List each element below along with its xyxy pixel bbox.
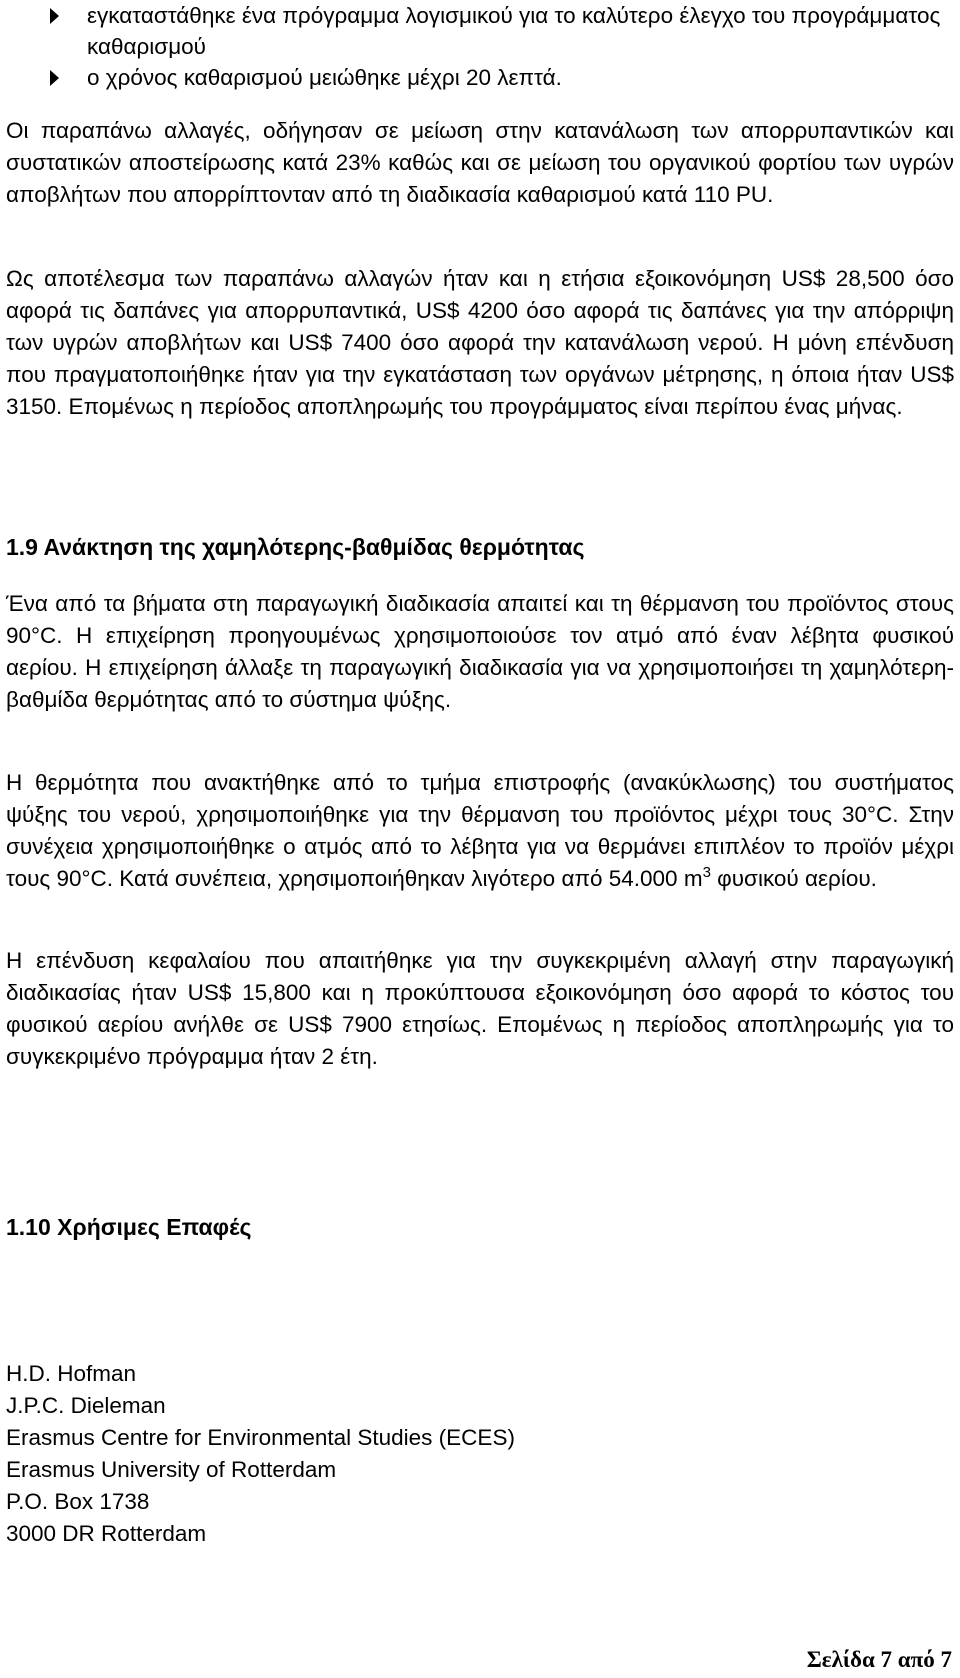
- contact-line: 3000 DR Rotterdam: [6, 1521, 207, 1546]
- triangle-bullet-icon: [50, 8, 59, 24]
- paragraph-heat-recovery-text: Η θερμότητα που ανακτήθηκε από το τμήμα επιστροφής (ανακύκλωσης) του συστήματος ψύξης του νερού, χρησιμοποιήθηκε για την θέρμανση του προϊόντος μέχρι τους 30°C. Στην συνέχεια χρησιμοποιήθηκε ο ατμός από το λέβητα για να θερμάνει επιπλέον το προϊόν μέχρι τους 90°C. Κατά συνέπεια, χρησιμοποιήθηκαν λιγότερο από 54.000 m: [6, 770, 954, 891]
- contact-line: Erasmus University of Rotterdam: [6, 1457, 337, 1482]
- triangle-bullet-icon: [50, 70, 59, 86]
- contact-line: P.O. Box 1738: [6, 1489, 150, 1514]
- paragraph-annual-savings: Ως αποτέλεσμα των παραπάνω αλλαγών ήταν και η ετήσια εξοικονόμηση US$ 28,500 όσο αφορά τις δαπάνες για απορρυπαντικά, US$ 4200 όσο αφορά τις δαπάνες για την απόρριψη των υγρών αποβλήτων και US$ 7400 όσο αφορά την κατανάλωση νερού. Η μόνη επένδυση που πραγματοποιήθηκε ήταν για την εγκατάσταση των οργάνων μέτρησης, η όποια ήταν US$ 3150. Επομένως η περίοδος αποπληρωμής του προγράμματος είναι περίπου ένας μήνας.: [6, 266, 954, 419]
- contact-line: H.D. Hofman: [6, 1361, 137, 1386]
- section-heading-1-10: 1.10 Χρήσιμες Επαφές: [6, 1214, 252, 1240]
- bullet-list: [50, 0, 950, 93]
- bullet-text: εγκαταστάθηκε ένα πρόγραμμα λογισμικού για το καλύτερο έλεγχο του προγράμματος καθαρισμού: [87, 3, 941, 59]
- paragraph-heating-process: Ένα από τα βήματα στη παραγωγική διαδικασία απαιτεί και τη θέρμανση του προϊόντος στους 90°C. Η επιχείρηση προηγουμένως χρησιμοποιούσε τον ατμό από έναν λέβητα φυσικού αερίου. Η επιχείρηση άλλαξε τη παραγωγική διαδικασία για να χρησιμοποιήσει τη χαμηλότερη-βαθμίδα θερμότητας από το σύστημα ψύξης.: [6, 591, 954, 712]
- contact-block: [6, 1358, 515, 1550]
- contact-line: Erasmus Centre for Environmental Studies (ECES): [6, 1425, 515, 1450]
- bullet-text: ο χρόνος καθαρισμού μειώθηκε μέχρι 20 λεπτά.: [87, 65, 562, 90]
- paragraph-investment-payback: Η επένδυση κεφαλαίου που απαιτήθηκε για την συγκεκριμένη αλλαγή στην παραγωγική διαδικασίας ήταν US$ 15,800 και η προκύπτουσα εξοικονόμηση όσο αφορά το κόστος του φυσικού αερίου ανήλθε σε US$ 7900 ετησίως. Επομένως η περίοδος αποπληρωμής για το συγκεκριμένο πρόγραμμα ήταν 2 έτη.: [6, 948, 954, 1069]
- list-item: [50, 0, 950, 62]
- page-number-footer: Σελίδα 7 από 7: [806, 1647, 952, 1672]
- contact-line: J.P.C. Dieleman: [6, 1393, 166, 1418]
- paragraph-heat-recovery: [6, 767, 954, 895]
- superscript-exponent: 3: [702, 864, 711, 881]
- paragraph-heat-recovery-tail: φυσικού αερίου.: [710, 866, 877, 891]
- section-heading-1-9: 1.9 Ανάκτηση της χαμηλότερης-βαθμίδας θερμότητας: [6, 534, 585, 560]
- list-item: [50, 62, 950, 93]
- paragraph-savings-reduction: Οι παραπάνω αλλαγές, οδήγησαν σε μείωση στην κατανάλωση των απορρυπαντικών και συστατικών αποστείρωσης κατά 23% καθώς και σε μείωση του οργανικού φορτίου των υγρών αποβλήτων που απορρίπτονταν από τη διαδικασία καθαρισμού κατά 110 PU.: [6, 118, 954, 207]
